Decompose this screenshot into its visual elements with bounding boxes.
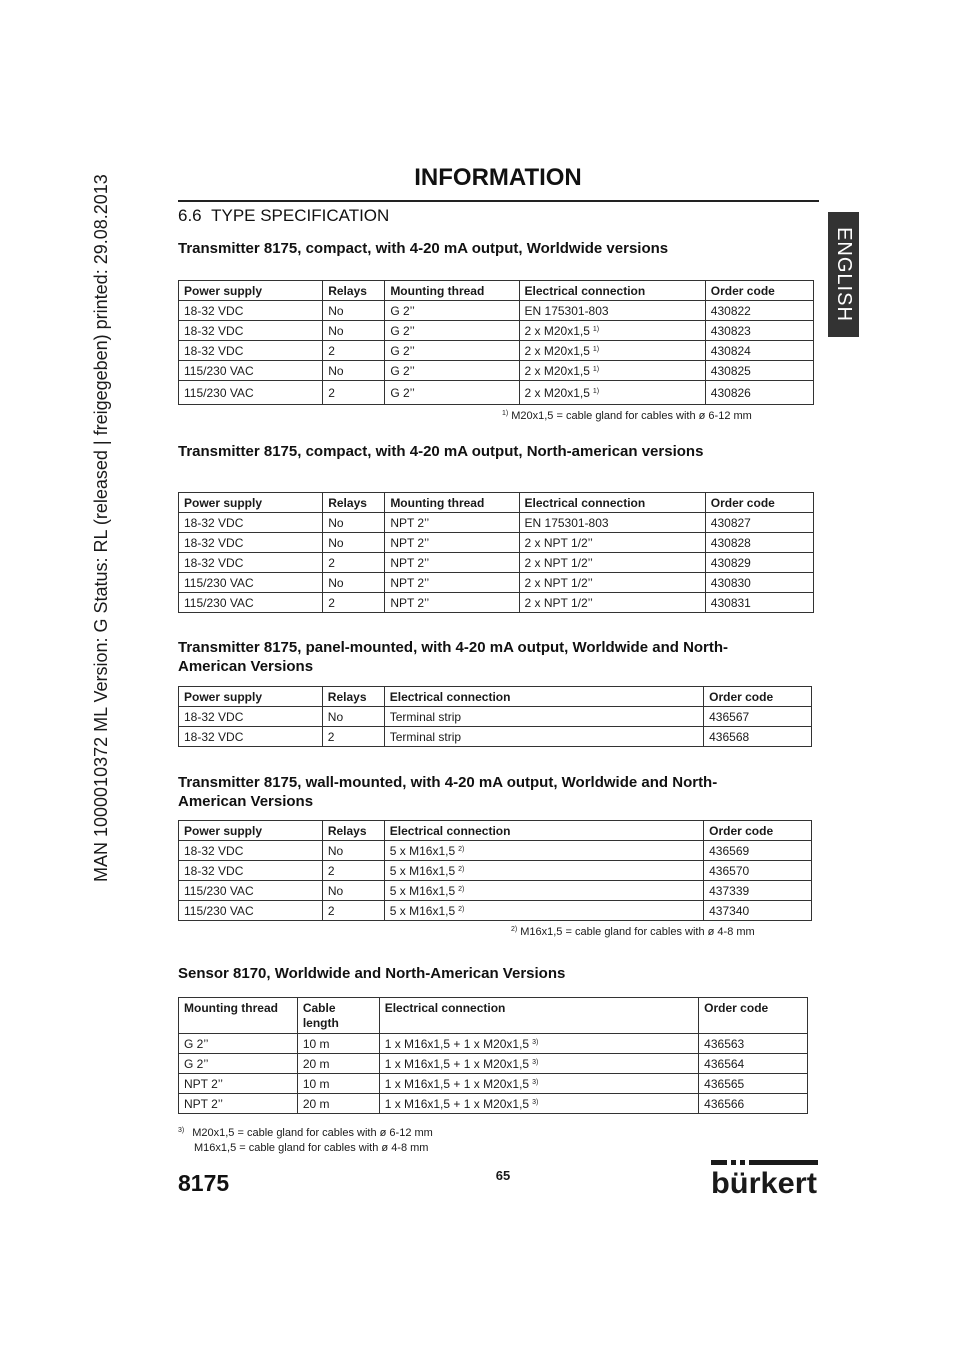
col-header: Order code [704,821,812,841]
cell [519,381,705,405]
heading-line: American Versions [178,793,314,810]
table-header-row [179,493,814,513]
cell: 18-32 VDC [179,513,323,533]
footnote-text: M20x1,5 = cable gland for cables with ø 6-12 mm [192,1127,433,1139]
cell: No [322,881,384,901]
cell: No [323,301,385,321]
heading-line: Transmitter 8175, panel-mounted, with 4-20 mA output, Worldwide and North- [178,639,729,656]
cell: NPT 2’’ [179,1074,298,1094]
cell: G 2’’ [385,381,519,405]
table-row [179,361,814,381]
cell: EN 175301-803 [519,301,705,321]
table4-wall-mounted [178,820,812,921]
table1-heading: Transmitter 8175, compact, with 4-20 mA output, Worldwide versions [178,240,669,257]
table-row [179,513,814,533]
cell: NPT 2’’ [179,1094,298,1114]
footnote-mark: 1) [592,325,600,333]
table-row [179,841,812,861]
cell: 430822 [705,301,813,321]
footnote-text: M16x1,5 = cable gland for cables with ø 4-8 mm [520,926,755,938]
cell [379,1094,698,1114]
col-header: Relays [323,281,385,301]
table3-heading [178,638,728,676]
col-header: Electrical connection [519,281,705,301]
table-header-row [179,281,814,301]
col-header: Electrical connection [519,493,705,513]
cell: 430825 [705,361,813,381]
footnote-mark: 3) [178,1127,185,1134]
section-title: TYPE SPECIFICATION [211,206,390,225]
table-row [179,727,812,747]
table5-sensor-8170 [178,997,808,1114]
cell: 18-32 VDC [179,861,323,881]
cell: 2 [322,861,384,881]
model-number: 8175 [178,1170,230,1196]
cell-text: 5 x M16x1,5 [389,883,456,898]
table-header-row [179,998,808,1034]
table-row [179,1094,808,1114]
footnote-mark: 1) [502,410,509,417]
cell: 2 [323,381,385,405]
cell: 430824 [705,341,813,361]
cell: 10 m [297,1074,379,1094]
footnote-line: M16x1,5 = cable gland for cables with ø 4-8 mm [194,1142,429,1154]
col-header: Mounting thread [385,493,519,513]
table-row [179,321,814,341]
cell: 430826 [705,381,813,405]
footnote-text: M20x1,5 = cable gland for cables with ø 6-12 mm [511,410,752,422]
cell: 2 [322,727,384,747]
cell: G 2’’ [179,1054,298,1074]
cell [384,881,703,901]
col-header: Power supply [179,821,323,841]
cell: 20 m [297,1054,379,1074]
col-header: Power supply [179,281,323,301]
cell: 430830 [705,573,813,593]
cell: 436566 [699,1094,808,1114]
cell-text: 1 x M16x1,5 + 1 x M20x1,5 [384,1096,530,1111]
col-header: Power supply [179,687,323,707]
table-row [179,341,814,361]
cell: NPT 2’’ [385,513,519,533]
document-status-margin: MAN 1000010372 ML Version: G Status: RL (released | freigegeben) printed: 29.08.2013 [91,174,111,882]
footnote-mark: 3) [532,1098,539,1106]
cell: 18-32 VDC [179,301,323,321]
table-row [179,553,814,573]
col-header-line: length [302,1016,339,1030]
footnote-1 [502,410,752,422]
cell-text: 5 x M16x1,5 [389,843,456,858]
table-row [179,301,814,321]
cell: NPT 2’’ [385,573,519,593]
cell: NPT 2’’ [385,593,519,613]
heading-line: Transmitter 8175, wall-mounted, with 4-20 mA output, Worldwide and North- [178,774,718,791]
table-row [179,533,814,553]
cell: 18-32 VDC [179,727,323,747]
footnote-mark: 3) [532,1058,539,1066]
cell: No [323,321,385,341]
table-row [179,1054,808,1074]
cell [379,1074,698,1094]
cell: 436564 [699,1054,808,1074]
col-header-line: Cable [302,1001,336,1015]
cell-text: 2 x M20x1,5 [524,363,590,378]
footnote-mark: 2) [458,885,465,893]
footnote-mark: 2) [458,865,465,873]
cell: EN 175301-803 [519,513,705,533]
section-heading [178,206,389,226]
cell-text: 1 x M16x1,5 + 1 x M20x1,5 [384,1036,530,1051]
cell: 436568 [704,727,812,747]
col-header: Mounting thread [179,998,298,1034]
cell: Terminal strip [384,727,703,747]
footnote-mark: 1) [592,387,600,395]
cell: 436570 [704,861,812,881]
cell: 436569 [704,841,812,861]
cell: G 2’’ [385,301,519,321]
cell: No [323,573,385,593]
heading-line: American Versions [178,658,314,675]
col-header: Order code [699,998,808,1034]
burkert-logo [711,1160,818,1196]
col-header: Order code [704,687,812,707]
cell: 18-32 VDC [179,341,323,361]
page-number: 65 [495,1168,511,1183]
language-tab[interactable] [828,212,859,337]
cell: 2 x NPT 1/2’’ [519,593,705,613]
table-row [179,1074,808,1094]
cell: NPT 2’’ [385,553,519,573]
cell: 436565 [699,1074,808,1094]
footnote-line [178,1123,433,1141]
cell: 430823 [705,321,813,341]
cell: 2 [322,901,384,921]
footnote-mark: 2) [458,905,465,913]
cell-text: 1 x M16x1,5 + 1 x M20x1,5 [384,1076,530,1091]
cell: 115/230 VAC [179,901,323,921]
cell: 2 x NPT 1/2’’ [519,573,705,593]
col-header: Power supply [179,493,323,513]
cell-text: 2 x M20x1,5 [524,343,590,358]
cell: 2 x NPT 1/2’’ [519,553,705,573]
col-header: Order code [705,281,813,301]
cell [379,1054,698,1074]
cell [384,861,703,881]
footnote-3 [178,1123,433,1156]
cell: 430829 [705,553,813,573]
cell: 18-32 VDC [179,321,323,341]
cell: G 2’’ [385,341,519,361]
language-tab-label: ENGLISH [833,227,855,322]
section-number: 6.6 [178,206,202,225]
table-row [179,593,814,613]
table-header-row [179,821,812,841]
title-rule [178,200,819,202]
cell: No [323,533,385,553]
cell: 2 x NPT 1/2’’ [519,533,705,553]
footnote-mark: 3) [532,1078,539,1086]
col-header: Order code [705,493,813,513]
cell: 436567 [704,707,812,727]
cell: G 2’’ [179,1034,298,1054]
col-header: Relays [322,687,384,707]
col-header: Electrical connection [379,998,698,1034]
table-row [179,707,812,727]
col-header [297,998,379,1034]
cell: NPT 2’’ [385,533,519,553]
table4-heading [178,773,717,811]
cell: 18-32 VDC [179,533,323,553]
burkert-logo-mark [711,1160,818,1196]
cell: 436563 [699,1034,808,1054]
cell: No [323,361,385,381]
table-row [179,861,812,881]
cell: Terminal strip [384,707,703,727]
cell: 430831 [705,593,813,613]
cell: G 2’’ [385,321,519,341]
table2-heading: Transmitter 8175, compact, with 4-20 mA output, North-american versions [178,443,704,460]
cell: No [323,513,385,533]
cell-text: 2 x M20x1,5 [524,323,590,338]
footnote-mark: 2) [511,926,518,933]
footnote-mark: 1) [592,365,600,373]
cell: 115/230 VAC [179,381,323,405]
cell [519,361,705,381]
cell [384,901,703,921]
footnote-2 [511,926,755,938]
page-title: INFORMATION [414,164,582,191]
cell: 115/230 VAC [179,593,323,613]
cell: 430827 [705,513,813,533]
cell [519,321,705,341]
col-header: Mounting thread [385,281,519,301]
col-header: Electrical connection [384,821,703,841]
table2-north-american-compact [178,492,814,613]
table-row [179,881,812,901]
cell-text: 5 x M16x1,5 [389,863,456,878]
cell: No [322,841,384,861]
cell: 20 m [297,1094,379,1114]
cell: 115/230 VAC [179,881,323,901]
cell: G 2’’ [385,361,519,381]
cell: No [322,707,384,727]
table-row [179,381,814,405]
cell: 437340 [704,901,812,921]
col-header: Relays [322,821,384,841]
cell: 2 [323,341,385,361]
cell: 18-32 VDC [179,841,323,861]
cell: 2 [323,593,385,613]
cell: 18-32 VDC [179,553,323,573]
cell: 2 [323,553,385,573]
cell: 437339 [704,881,812,901]
cell: 10 m [297,1034,379,1054]
col-header: Electrical connection [384,687,703,707]
table5-heading: Sensor 8170, Worldwide and North-American Versions [178,965,566,982]
table-row [179,573,814,593]
table3-panel-mounted [178,686,812,747]
cell-text: 5 x M16x1,5 [389,903,456,918]
table-row [179,901,812,921]
cell [379,1034,698,1054]
cell [384,841,703,861]
table-row [179,1034,808,1054]
cell: 18-32 VDC [179,707,323,727]
footnote-mark: 1) [592,345,600,353]
cell: 115/230 VAC [179,361,323,381]
cell [519,341,705,361]
cell-text: 1 x M16x1,5 + 1 x M20x1,5 [384,1056,530,1071]
footnote-mark: 3) [532,1038,539,1046]
cell: 430828 [705,533,813,553]
col-header: Relays [323,493,385,513]
cell-text: 2 x M20x1,5 [524,385,590,400]
footnote-mark: 2) [458,845,465,853]
table-header-row [179,687,812,707]
cell: 115/230 VAC [179,573,323,593]
table1-worldwide-compact [178,280,814,405]
burkert-logo-text: bürkert [711,1167,818,1196]
